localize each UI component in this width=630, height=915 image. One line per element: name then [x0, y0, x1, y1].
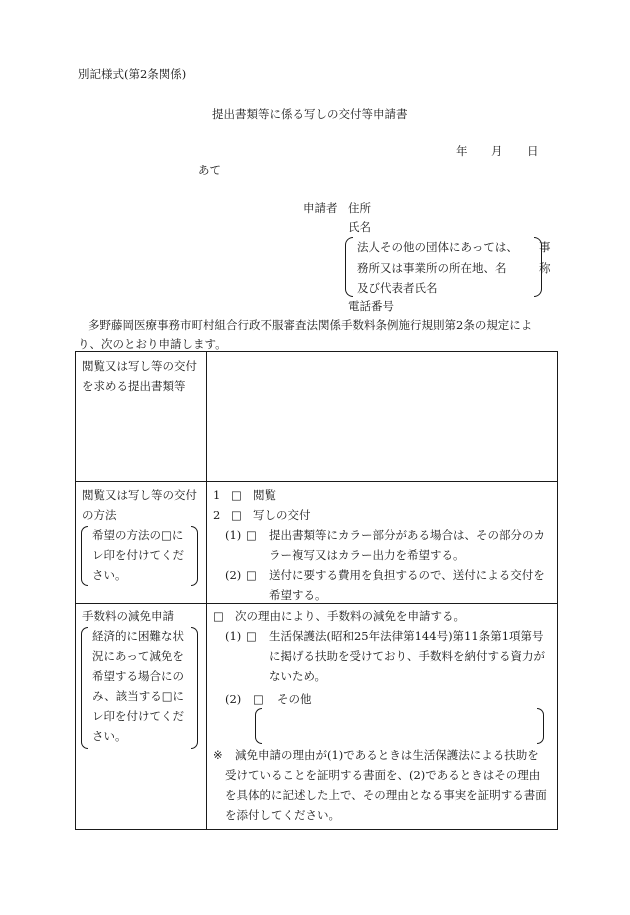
method-sub1-checkbox[interactable]: □: [246, 528, 257, 542]
method-sub1-number: (1): [225, 528, 242, 542]
method-label-cell: [76, 482, 207, 604]
method-label-line-1: 閲覧又は写し等の交付: [82, 488, 197, 502]
method-note-bracket-left: [81, 526, 88, 586]
method-opt1-checkbox[interactable]: □: [231, 488, 242, 502]
footnote-mark: ※: [213, 748, 223, 762]
fee-reason1-line-2: に掲げる扶助を受けており、手数料を納付する資力が: [269, 649, 545, 663]
table-row-fee: [76, 604, 558, 830]
method-note-line-3: さい。: [92, 568, 127, 582]
fee-note-line-6: さい。: [92, 729, 127, 743]
documents-label-cell: [76, 352, 207, 482]
phone-label: 電話番号: [348, 299, 394, 313]
method-opt2-checkbox[interactable]: □: [231, 508, 242, 522]
fee-note-bracket-left: [81, 627, 88, 749]
method-sub1-line-2: ラー複写又はカラー出力を希望する。: [269, 548, 465, 562]
date-month-label: 月: [491, 144, 503, 158]
table-row-method: [76, 482, 558, 604]
fee-note-bracket-right: [191, 627, 198, 749]
fee-label-cell: [76, 604, 207, 830]
fee-main-label: 次の理由により、手数料の減免を申請する。: [235, 609, 465, 623]
method-sub2-checkbox[interactable]: □: [246, 568, 257, 582]
corp-note-line-3: 及び代表者氏名: [357, 281, 438, 295]
footnote-line-2: 受けていることを証明する書面を、(2)であるときはその理由: [225, 768, 541, 782]
documents-label-line-2: を求める提出書類等: [82, 379, 186, 393]
addressee-suffix: あて: [198, 163, 221, 177]
form-id: 別記様式(第2条関係): [78, 67, 187, 81]
corp-note-line-2: 務所又は事業所の所在地、名: [357, 261, 507, 275]
method-opt1-number: 1: [213, 488, 221, 502]
method-sub2-number: (2): [225, 568, 242, 582]
corp-note-line-1: 法人その他の団体にあっては、: [357, 240, 518, 254]
fee-reason2-checkbox[interactable]: □: [253, 692, 264, 706]
fee-reason1-line-1: 生活保護法(昭和25年法律第144号)第11条第1項第号: [269, 629, 544, 643]
method-label-line-2: の方法: [82, 508, 117, 522]
fee-note-line-5: レ印を付けてくだ: [92, 709, 184, 723]
documents-label-line-1: 閲覧又は写し等の交付: [82, 359, 197, 373]
name-label: 氏名: [348, 220, 371, 234]
fee-reason1-number: (1): [225, 629, 242, 643]
footnote-line-1: 減免申請の理由が(1)であるときは生活保護法による扶助を: [235, 748, 539, 762]
footnote-line-4: を添付してください。: [225, 808, 340, 822]
fee-note-line-2: 況にあって減免を: [92, 649, 184, 663]
method-opt2-number: 2: [213, 508, 221, 522]
table-row-documents: [76, 352, 558, 482]
application-table: [75, 351, 558, 830]
method-note-line-2: レ印を付けてくだ: [92, 548, 184, 562]
page-title: 提出書類等に係る写しの交付等申請書: [212, 107, 408, 121]
fee-note-line-4: み、該当する□に: [92, 689, 185, 703]
fee-main-checkbox[interactable]: □: [213, 609, 224, 623]
date-year-label: 年: [456, 144, 468, 158]
intro-line-1: 多野藤岡医療事務市町村組合行政不服審査法関係手数料条例施行規則第2条の規定によ: [88, 318, 533, 332]
corp-note-side-2: 称: [539, 261, 551, 275]
method-sub1-line-1: 提出書類等にカラー部分がある場合は、その部分のカ: [269, 528, 545, 542]
method-opt1-label: 閲覧: [253, 488, 276, 502]
fee-content-cell: [207, 604, 558, 830]
applicant-label: 申請者: [303, 201, 338, 215]
method-opt2-label: 写しの交付: [253, 508, 311, 522]
corp-note-bracket-left: [345, 237, 353, 297]
documents-input-cell[interactable]: [207, 352, 558, 482]
footnote-line-3: を具体的に記述した上で、その理由となる事実を証明する書面: [225, 788, 547, 802]
fee-reason2-label: その他: [277, 692, 312, 706]
address-label: 住所: [348, 201, 371, 215]
fee-reason1-checkbox[interactable]: □: [246, 629, 257, 643]
method-options-cell: [207, 482, 558, 604]
fee-label: 手数料の減免申請: [82, 609, 174, 623]
other-reason-bracket-left: [255, 708, 262, 744]
date-day-label: 日: [527, 144, 539, 158]
other-reason-bracket-right: [537, 708, 544, 744]
method-note-bracket-right: [191, 526, 198, 586]
other-reason-input[interactable]: [263, 710, 535, 740]
corp-note-side-1: 事: [539, 240, 551, 254]
fee-reason1-line-3: ないため。: [269, 669, 327, 683]
fee-note-line-1: 経済的に困難な状: [92, 629, 184, 643]
method-note-line-1: 希望の方法の□に: [92, 528, 184, 542]
method-sub2-line-2: 希望する。: [269, 588, 327, 602]
method-sub2-line-1: 送付に要する費用を負担するので、送付による交付を: [269, 568, 545, 582]
intro-line-2: り、次のとおり申請します。: [78, 337, 227, 351]
fee-reason2-number: (2): [225, 692, 242, 706]
fee-note-line-3: 希望する場合にの: [92, 669, 184, 683]
